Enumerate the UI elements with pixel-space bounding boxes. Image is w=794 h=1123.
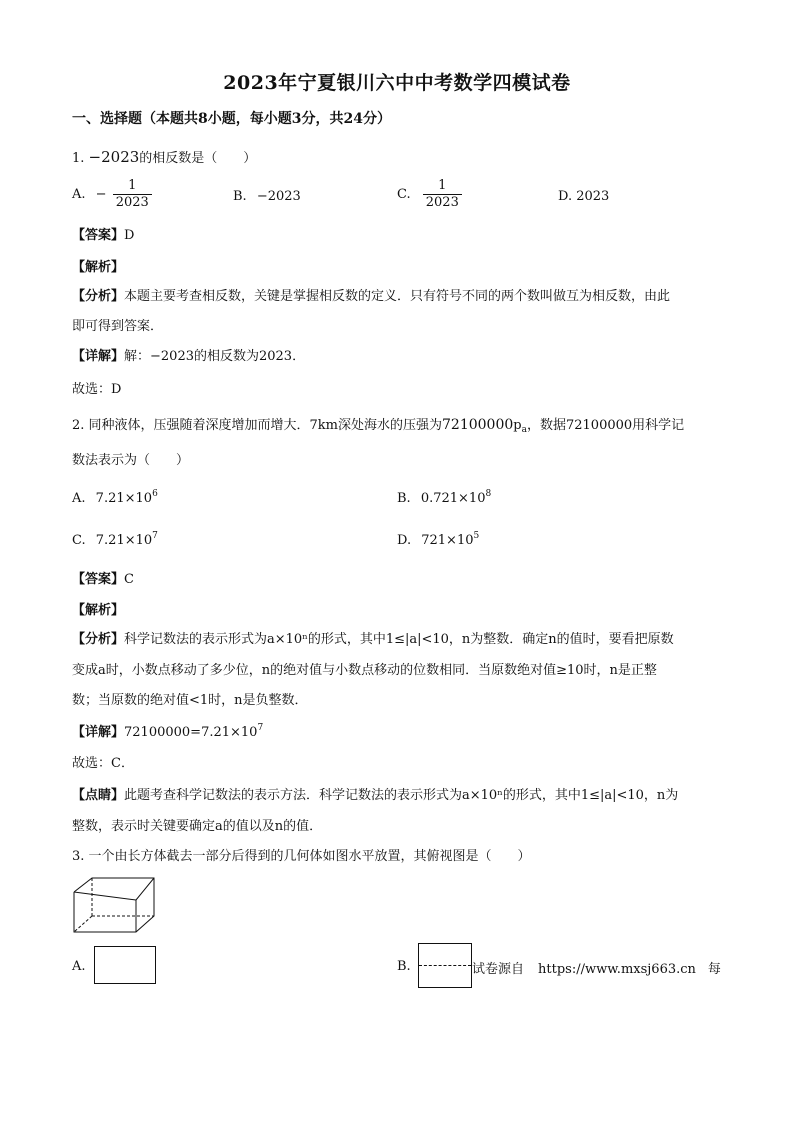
q2-option-a[interactable]: A. $7.21\times 10^6$ [72,489,158,506]
q1-option-a-fraction: $\frac{1}{2023}$ [113,178,152,211]
q1-option-a[interactable]: A. − $\frac{1}{2023}$ [72,178,154,211]
q3-option-a-figure[interactable] [94,946,156,984]
q2-stem-line-1: 2. 同种液体，压强随着深度增加而增大．7km深处海水的压强为$72100000p_a$，数据72100000用科学记 [72,417,685,435]
q1-option-b[interactable]: B. −2023 [233,189,301,204]
q2-option-b[interactable]: B. $0.721\times 10^8$ [397,489,492,506]
q3-stem: 3. 一个由长方体截去一部分后得到的几何体如图水平放置，其俯视图是（ ） [72,849,531,864]
q1-option-c[interactable]: C. $\frac{1}{2023}$ [397,178,464,211]
q1-option-c-fraction: $\frac{1}{2023}$ [423,178,462,211]
q1-stem: 1. −2023的相反数是（ ） [72,148,257,166]
watermark-url[interactable]: https://www.mxsj663.cn [538,962,696,977]
q2-analysis-tag: 【解析】 [72,603,125,618]
watermark: 试卷源自 https://www.mxsj663.cn 每 [472,962,721,977]
q1-choose: 故选：D [72,382,122,397]
section-heading: 一、选择题（本题共8小题，每小题3分，共24分） [72,111,391,127]
q2-detail: 【详解】$72100000=7.21\times 10^7$ [72,723,264,740]
q1-fenxi-line-1: 【分析】本题主要考查相反数，关键是掌握相反数的定义．只有符号不同的两个数叫做互为相反数，由此 [72,289,671,304]
q2-answer: 【答案】C [72,572,134,587]
q2-fenxi-line-2: 变成a时，小数点移动了多少位，n的绝对值与小数点移动的位数相同．当原数绝对值≥10时，n是正整 [72,663,657,678]
q1-detail: 【详解】解：−2023的相反数为2023． [72,349,306,364]
q1-fenxi-line-2: 即可得到答案． [72,319,164,334]
q2-fenxi-line-1: 【分析】科学记数法的表示形式为a×10ⁿ的形式，其中1≤|a|<10，n为整数．确定n的值时，要看把原数 [72,632,674,647]
q3-option-b-dashed-line [419,965,471,966]
q2-stem-line-2: 数法表示为（ ） [72,453,190,468]
q2-dianjing-line-2: 整数，表示时关键要确定a的值以及n的值． [72,819,323,834]
page-title: 2023年宁夏银川六中中考数学四模试卷 [223,72,571,94]
q2-option-c[interactable]: C. $7.21\times 10^7$ [72,531,158,548]
q2-option-d[interactable]: D. $721\times 10^5$ [397,531,480,548]
q2-dianjing-line-1: 【点睛】此题考查科学记数法的表示方法．科学记数法的表示形式为a×10ⁿ的形式，其中1≤|a|<10，n为 [72,788,679,803]
q3-option-a-label[interactable]: A. [72,959,86,974]
q1-option-d[interactable]: D. 2023 [558,189,610,204]
q3-option-b-figure[interactable] [418,943,472,988]
q2-choose: 故选：C． [72,756,134,771]
q3-option-b-label[interactable]: B. [397,959,411,974]
cuboid-figure [72,876,156,934]
q1-answer: 【答案】D [72,228,135,243]
q1-analysis-tag: 【解析】 [72,260,125,275]
q2-fenxi-line-3: 数；当原数的绝对值<1时，n是负整数． [72,693,308,708]
